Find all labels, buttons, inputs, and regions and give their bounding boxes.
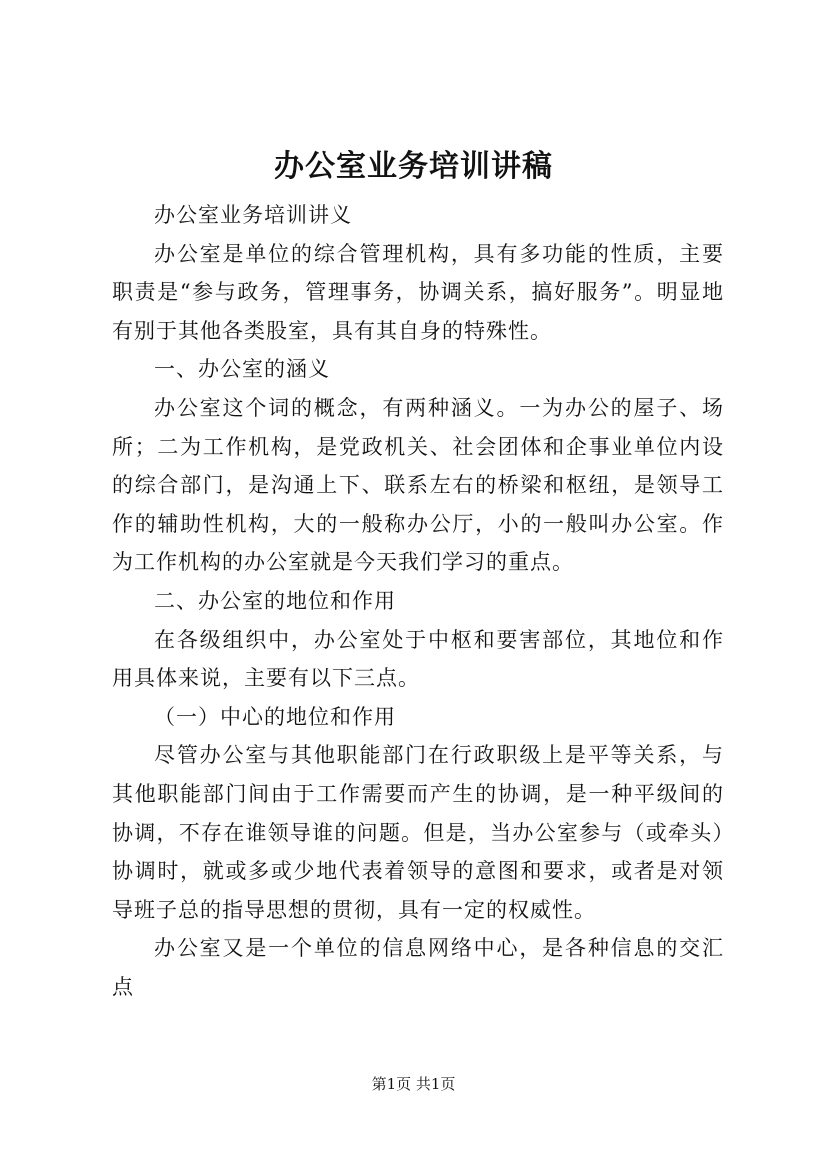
paragraph-definition: 办公室这个词的概念，有两种涵义。一为办公的屋子、场所；二为工作机构，是党政机关、社会团体和企事业单位内设的综合部门，是沟通上下、联系左右的桥梁和枢纽，是领导工作的辅助性机构，大的一般称办公厅，小的一般叫办公室。作为工作机构的办公室就是今天我们学习的重点。: [112, 395, 724, 575]
paragraph-subtitle: 办公室业务培训讲义: [154, 203, 352, 227]
subsection-heading-1: （一）中心的地位和作用: [154, 704, 396, 729]
section-heading-1: 一、办公室的涵义: [154, 357, 330, 382]
paragraph-central-role: 尽管办公室与其他职能部门在行政职级上是平等关系，与其他职能部门间由于工作需要而产生的协调，是一种平级间的协调，不存在谁领导谁的问题。但是，当办公室参与（或牵头）协调时，就或多或少地代表着领导的意图和要求，或者是对领导班子总的指导思想的贯彻，具有一定的权威性。: [112, 743, 724, 922]
page-footer: 第1页 共1页: [371, 1075, 456, 1093]
paragraph-role-intro: 在各级组织中，办公室处于中枢和要害部位，其地位和作用具体来说，主要有以下三点。: [112, 627, 724, 691]
paragraph-intro: 办公室是单位的综合管理机构，具有多功能的性质，主要职责是“参与政务，管理事务，协调关系，搞好服务”。明显地有别于其他各类股室，具有其自身的特殊性。: [112, 241, 724, 343]
document-body: [112, 196, 724, 1006]
paragraph-info-center: 办公室又是一个单位的信息网络中心，是各种信息的交汇点: [112, 936, 724, 999]
section-heading-2: 二、办公室的地位和作用: [154, 588, 396, 613]
document-title: 办公室业务培训讲稿: [274, 149, 553, 184]
